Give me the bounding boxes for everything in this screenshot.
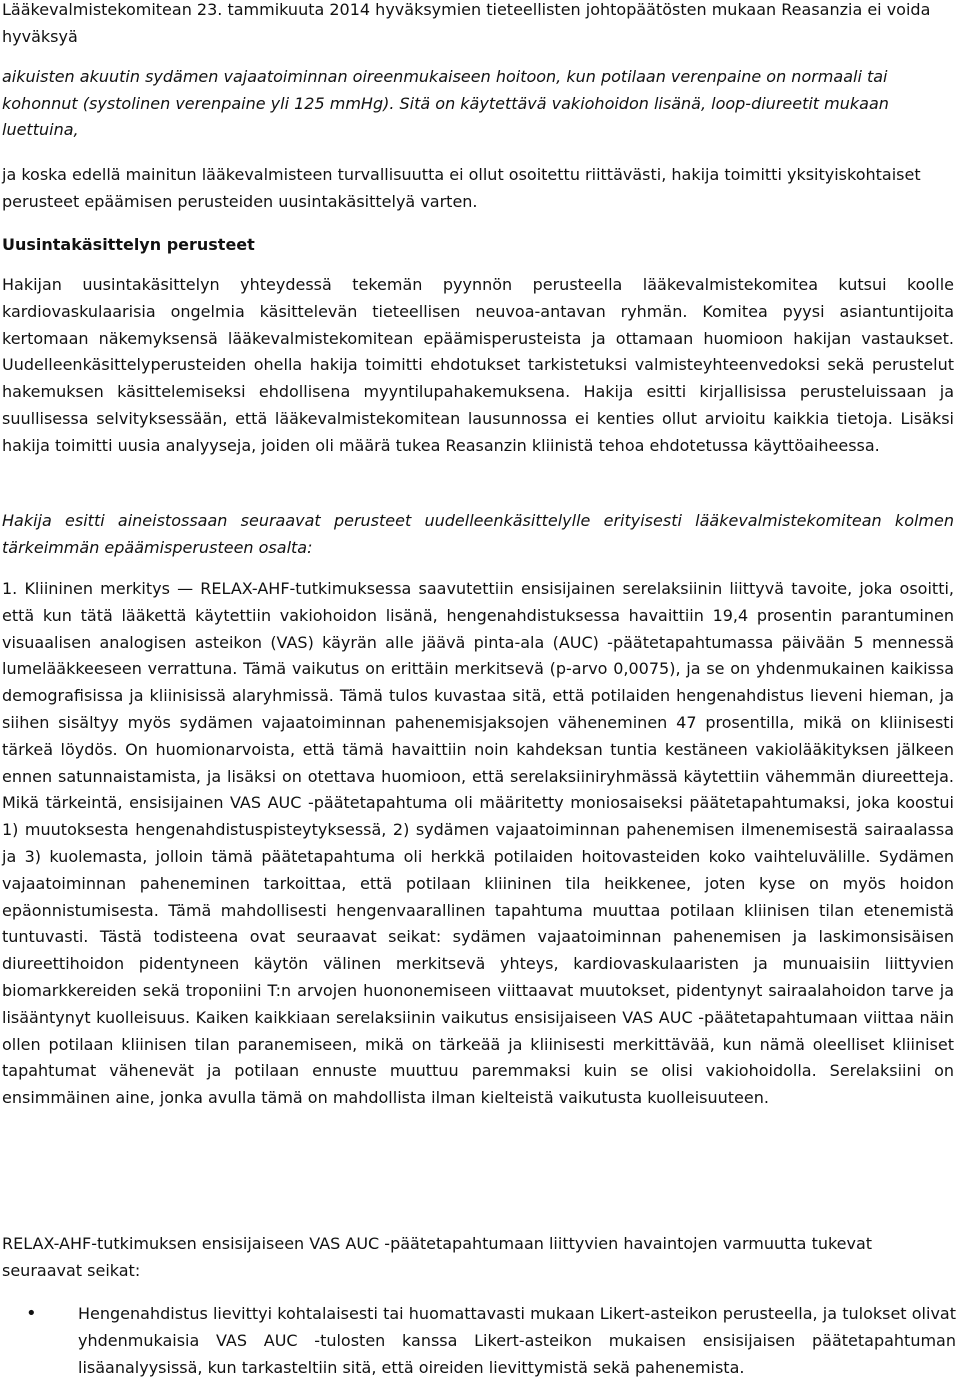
intro-continuation: ja koska edellä mainitun lääkevalmisteen turvallisuutta ei ollut osoitettu riittävästi, hakija toimitti yksityiskohtaiset perusteet epäämisen perusteiden uusintakäsittelyä varten.: [2, 165, 921, 211]
supporting-intro: RELAX-AHF-tutkimuksen ensisijaiseen VAS AUC -päätetapahtumaan liittyvien havaintojen varmuutta tukevat seuraavat seikat:: [2, 1234, 873, 1280]
section-heading: Uusintakäsittelyn perusteet: [2, 235, 255, 254]
ground-1-paragraph: 1. Kliininen merkitys — RELAX-AHF-tutkimuksessa saavutettiin ensisijainen serelaksiinin liittyvä tavoite, joka osoitti, että kun tätä lääkettä käytettiin vakiohoidon lisänä, hengenahdistuksessa havaittiin 19,4 prosentin parantuminen visuaalisen analogisen asteikon (VAS) käyrän alle jäävä pinta-ala (AUC) -päätetapahtumassa päivään 5 mennessä lumelääkkeeseen verrattuna. Tämä vaikutus on erittäin merkitsevä (p-arvo 0,0075), ja se on yhdenmukainen kaikissa demografisissa ja kliinisissä alaryhmissä. Tämä tulos kuvastaa sitä, että potilaiden hengenahdistus lieveni hieman, ja siihen sisältyy myös sydämen vajaatoiminnan pahenemisjaksojen väheneminen 47 prosentilla, mikä on kliinisesti tärkeä löydös. On huomionarvoista, että tämä havaittiin noin kahdeksan tuntia kestäneen vakiolääkityksen jälkeen ennen satunnaistamista, ja lisäksi on otettava huomioon, että serelaksiiniryhmässä käytettiin vähemmän diureetteja. Mikä tärkeintä, ensisijainen VAS AUC -päätetapahtuma oli määritetty moniosaiseksi päätetapahtumaksi, joka koostui 1) muutoksesta hengenahdistuspisteytyksessä, 2) sydämen vajaatoiminnan pahenemisen ilmenemisestä sairaalassa ja 3) kuolemasta, jolloin tämä päätetapahtuma oli herkkä potilaiden hoitovasteiden koko vaihteluvälille. Sydämen vajaatoiminnan paheneminen tarkoittaa, että potilaan kliininen tila heikkenee, joten kyse on myös hoidon epäonnistumisesta. Tämä mahdollisesti hengenvaarallinen tapahtuma muuttaa potilaan kliinisen tilan etenemistä tuntuvasti. Tästä todisteena ovat seuraavat seikat: sydämen vajaatoiminnan pahenemisen ja laskimonsisäisen diureettihoidon pidentyneen käytön välinen merkitsevä yhteys, kardiovaskulaaristen ja munuaisiin liittyvien biomarkkereiden sekä troponiini T:n arvojen huononemiseen viittaavat muutokset, pidentynyt sairaalahoidon tarve ja lisääntynyt kuolleisuus. Kaiken kaikkiaan serelaksiinin vaikutus ensisijaiseen VAS AUC -päätetapahtumaan viittaa näin ollen potilaan kliinisen tilan paranemiseen, mikä on tärkeää ja kliinisesti merkittävää, kun nämä oleelliset kliiniset tapahtumat vähenevät ja potilaan ennuste muuttuu paremmaksi kuin se olisi vakiohoidolla. Serelaksiini on ensimmäinen aine, jonka avulla tämä on mahdollista ilman kielteistä vaikutusta kuolleisuuteen.: [2, 579, 954, 1108]
bullet-icon: •: [26, 1303, 37, 1324]
body-paragraph-1: Hakijan uusintakäsittelyn yhteydessä tekemän pyynnön perusteella lääkevalmistekomitea kutsui koolle kardiovaskulaarisia ongelmia käsittelevän tieteellisen neuvoa-antavan ryhmän. Komitea pyysi asiantuntijoita kertomaan näkemyksensä lääkevalmistekomitean epäämisperusteista ja ottamaan huomioon hakijan vastaukset. Uudelleenkäsittelyperusteiden ohella hakija toimitti ehdotukset tarkistetuksi valmisteyhteenvedoksi sekä perustelut hakemuksen käsittelemiseksi ehdollisena myyntilupahakemuksena. Hakija esitti kirjallisissa perusteluissaan ja suullisessa selvityksessään, että lääkevalmistekomitean lausunnossa ei kenties ollut arvioitu kaikkia tietoja. Lisäksi hakija toimitti uusia analyyseja, joiden oli määrä tukea Reasanzin kliinistä tehoa ehdotetussa käyttöaiheessa.: [2, 275, 954, 455]
bullet-list-item: [26, 1301, 956, 1381]
intro-paragraph: Lääkevalmistekomitean 23. tammikuuta 2014 hyväksymien tieteellisten johtopäätösten mukaan Reasanzia ei voida hyväksyä: [2, 0, 931, 46]
indication-quote: aikuisten akuutin sydämen vajaatoiminnan oireenmukaiseen hoitoon, kun potilaan verenpaine on normaali tai kohonnut (systolinen verenpaine yli 125 mmHg). Sitä on käytettävä vakiohoidon lisänä, loop-diureetit mukaan luettuina,: [2, 67, 889, 139]
bullet-text: Hengenahdistus lievittyi kohtalaisesti tai huomattavasti mukaan Likert-asteikon perusteella, ja tulokset olivat yhdenmukaisia VAS AUC -tulosten kanssa Likert-asteikon mukaisen ensisijaisen päätetapahtuman lisäanalyysissä, kun tarkasteltiin sitä, että oireiden lievittymistä sekä pahenemista.: [78, 1304, 956, 1377]
grounds-intro-italic: Hakija esitti aineistossaan seuraavat perusteet uudelleenkäsittelylle erityisesti lääkevalmistekomitean kolmen tärkeimmän epäämisperusteen osalta:: [2, 511, 954, 557]
